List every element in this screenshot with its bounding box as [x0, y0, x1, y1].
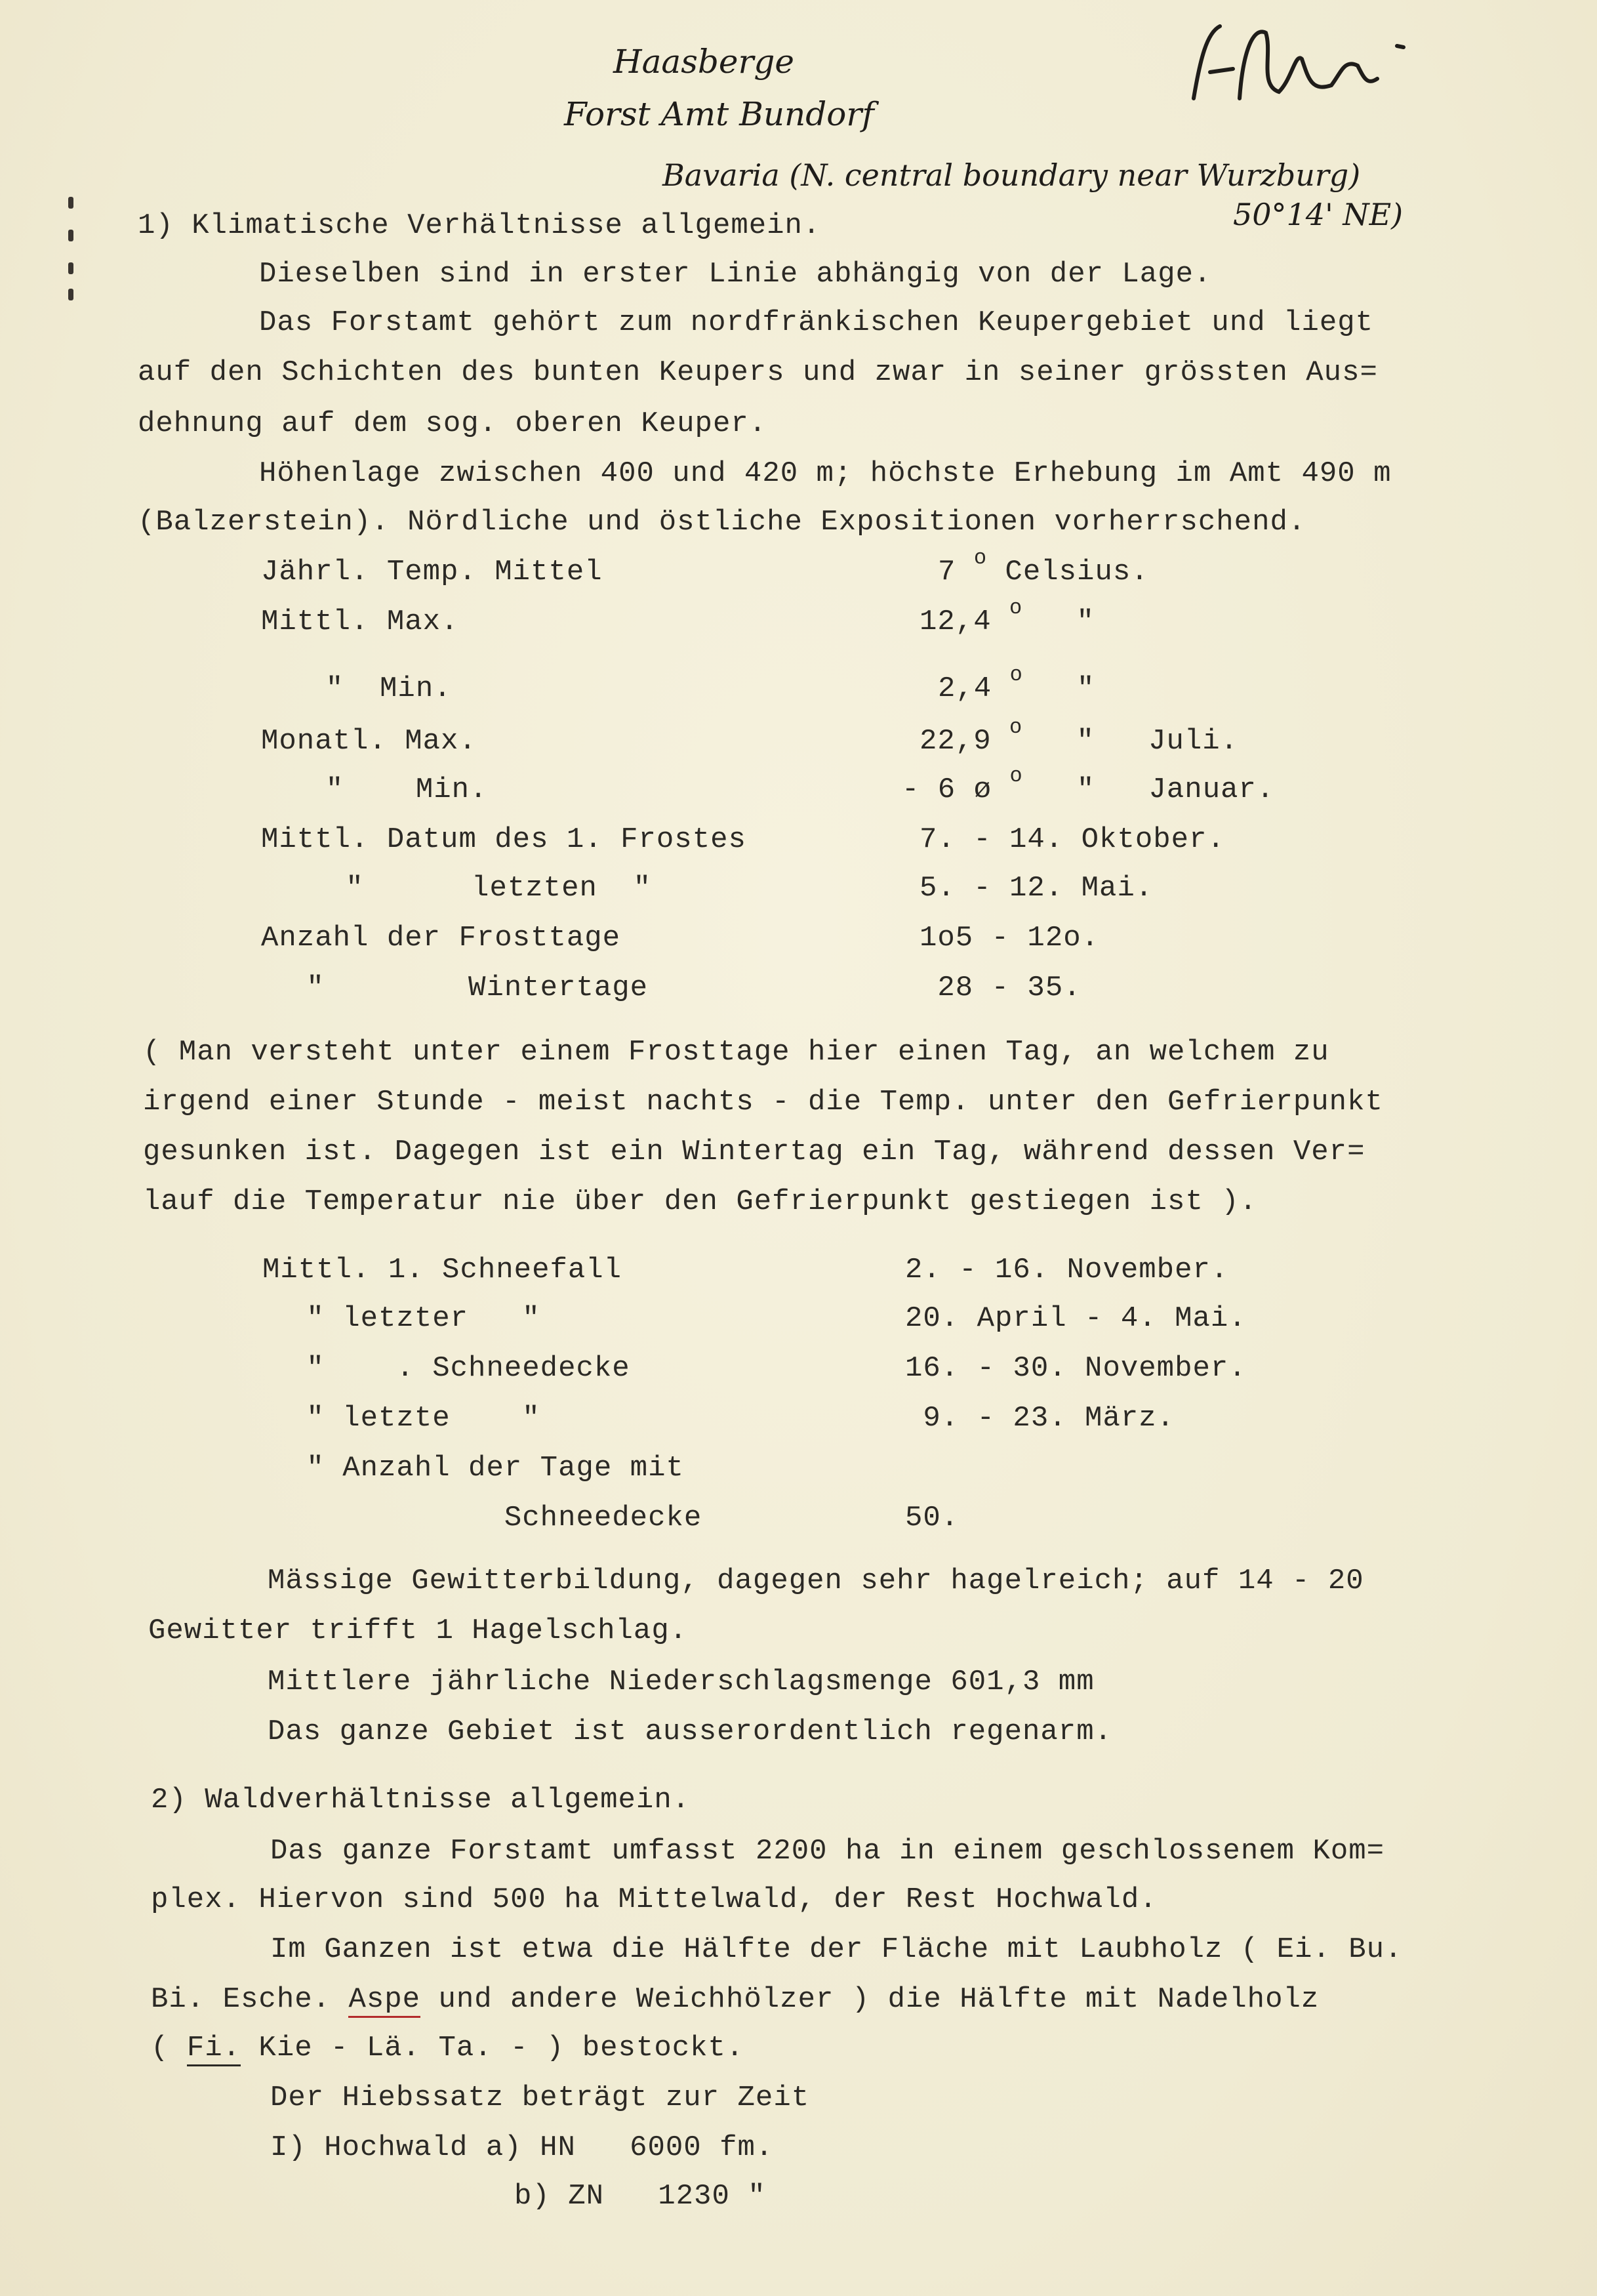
climate-value	[938, 663, 1095, 708]
underlined-word: Fi.	[187, 2032, 241, 2066]
climate-value	[902, 764, 1275, 809]
weather-line: Das ganze Gebiet ist ausserordentlich regenarm.	[268, 1715, 1113, 1748]
paragraph: I) Hochwald a) HN 6000 fm.	[270, 2131, 774, 2164]
paragraph: (Balzerstein). Nördliche und östliche Expositionen vorherrschend.	[138, 506, 1306, 539]
climate-unit: "	[1077, 672, 1095, 705]
climate-value: 5. - 12. Mai.	[920, 872, 1154, 905]
climate-unit: "	[1076, 605, 1095, 638]
climate-number: 7	[938, 556, 956, 588]
climate-value: 28 - 35.	[920, 972, 1082, 1004]
paragraph: plex. Hiervon sind 500 ha Mittelwald, der Rest Hochwald.	[151, 1883, 1158, 1916]
climate-label: Jährl. Temp. Mittel	[261, 556, 603, 588]
weather-line: Mässige Gewitterbildung, dagegen sehr hagelreich; auf 14 - 20	[268, 1565, 1364, 1597]
climate-unit: "	[1076, 773, 1095, 806]
paragraph	[151, 2031, 744, 2065]
climate-value: 7. - 14. Oktober.	[920, 823, 1225, 856]
paragraph: dehnung auf dem sog. oberen Keuper.	[138, 407, 767, 440]
snow-label: Schneedecke	[289, 1502, 702, 1534]
snow-label: " letzter "	[289, 1302, 540, 1335]
snow-value: 2. - 16. November.	[905, 1254, 1229, 1286]
snow-label: Mittl. 1. Schneefall	[262, 1254, 622, 1286]
snow-value: 20. April - 4. Mai.	[905, 1302, 1247, 1335]
handwritten-note-coordinates: 50°14' NE)	[1233, 197, 1404, 232]
paragraph: Das Forstamt gehört zum nordfränkischen Keupergebiet und liegt	[259, 306, 1374, 339]
degree-mark: o	[1009, 596, 1023, 620]
snow-label: " letzte "	[289, 1402, 540, 1435]
paragraph: Höhenlage zwischen 400 und 420 m; höchste Erhebung im Amt 490 m	[259, 457, 1392, 490]
snow-value: 50.	[905, 1502, 960, 1534]
text-run: Bi. Esche.	[151, 1983, 349, 2016]
climate-note: Januar.	[1148, 773, 1275, 806]
punch-mark	[68, 230, 73, 241]
climate-number: 12,4	[920, 605, 992, 638]
section-1-heading: 1) Klimatische Verhältnisse allgemein.	[138, 209, 821, 242]
climate-label: Monatl. Max.	[261, 725, 477, 758]
climate-label: " Min.	[290, 672, 452, 705]
paragraph: Dieselben sind in erster Linie abhängig von der Lage.	[259, 258, 1212, 291]
climate-number: 22,9	[920, 725, 992, 758]
degree-mark: o	[1009, 764, 1023, 788]
climate-number: 2,4	[938, 672, 992, 705]
paragraph: b) ZN 1230 "	[514, 2180, 766, 2213]
climate-value	[938, 546, 1149, 591]
climate-note: Juli.	[1148, 725, 1239, 758]
handwritten-note-forstamt: Forst Amt Bundorf	[564, 95, 874, 133]
snow-label: " Anzahl der Tage mit	[289, 1452, 684, 1485]
paragraph: Der Hiebssatz beträgt zur Zeit	[270, 2081, 810, 2114]
frost-definition: lauf die Temperatur nie über den Gefrierpunkt gestiegen ist ).	[143, 1185, 1258, 1218]
snow-label: " . Schneedecke	[289, 1352, 630, 1385]
signature-drawing	[1181, 13, 1456, 125]
frost-definition: ( Man versteht unter einem Frosttage hier einen Tag, an welchem zu	[143, 1036, 1329, 1069]
text-run: und andere Weichhölzer ) die Hälfte mit Nadelholz	[420, 1983, 1320, 2016]
paragraph: auf den Schichten des bunten Keupers und zwar in seiner grössten Aus=	[138, 356, 1378, 389]
climate-unit: "	[1076, 725, 1095, 758]
underlined-word: Aspe	[348, 1983, 420, 2018]
paragraph	[151, 1982, 1319, 2017]
handwritten-signature	[1181, 13, 1456, 144]
text-run: Kie - Lä. Ta. - ) bestockt.	[241, 2032, 744, 2064]
section-2-heading: 2) Waldverhältnisse allgemein.	[151, 1784, 691, 1816]
climate-value	[920, 715, 1239, 760]
weather-line: Gewitter trifft 1 Hagelschlag.	[148, 1614, 688, 1647]
snow-value: 16. - 30. November.	[905, 1352, 1247, 1385]
paragraph: Im Ganzen ist etwa die Hälfte der Fläche mit Laubholz ( Ei. Bu.	[270, 1933, 1403, 1966]
climate-label: " Wintertage	[289, 972, 649, 1004]
climate-value	[920, 596, 1095, 641]
climate-label: Anzahl der Frosttage	[261, 922, 621, 954]
paragraph: Das ganze Forstamt umfasst 2200 ha in einem geschlossenem Kom=	[270, 1835, 1385, 1868]
climate-label: " Min.	[290, 773, 488, 806]
weather-line: Mittlere jährliche Niederschlagsmenge 601,3 mm	[268, 1666, 1095, 1698]
climate-number: - 6 ø	[902, 773, 992, 806]
frost-definition: gesunken ist. Dagegen ist ein Wintertag ein Tag, während dessen Ver=	[143, 1136, 1365, 1168]
climate-unit: Celsius.	[1005, 556, 1149, 588]
punch-mark	[68, 197, 73, 209]
climate-value: 1o5 - 12o.	[920, 922, 1100, 954]
climate-label: " letzten "	[292, 872, 652, 905]
handwritten-note-location: Haasberge	[613, 43, 794, 81]
degree-mark: o	[1009, 663, 1023, 687]
punch-mark	[68, 262, 73, 274]
climate-label: Mittl. Datum des 1. Frostes	[261, 823, 746, 856]
degree-mark: o	[973, 546, 988, 570]
punch-mark	[68, 289, 73, 300]
climate-label: Mittl. Max.	[261, 605, 459, 638]
handwritten-note-region: Bavaria (N. central boundary near Wurzburg)	[662, 157, 1361, 193]
text-run: (	[151, 2032, 187, 2064]
degree-mark: o	[1009, 715, 1023, 739]
frost-definition: irgend einer Stunde - meist nachts - die Temp. unter den Gefrierpunkt	[143, 1086, 1383, 1118]
snow-value: 9. - 23. März.	[905, 1402, 1175, 1435]
